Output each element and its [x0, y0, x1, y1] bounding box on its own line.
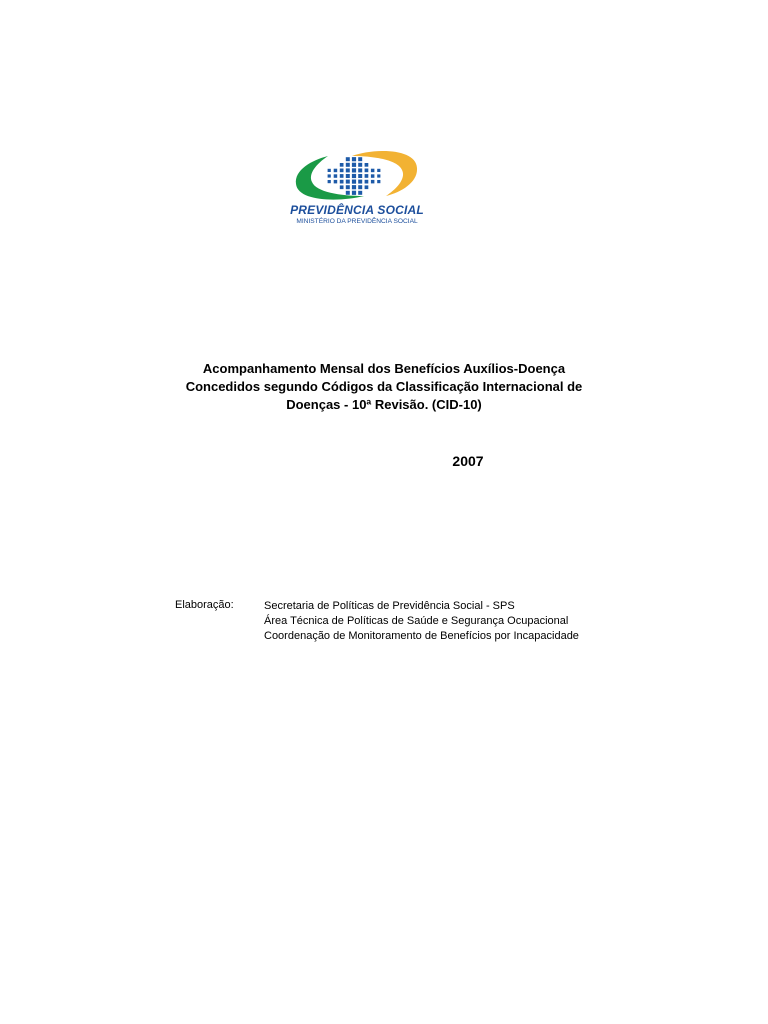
logo-dot [340, 174, 344, 178]
logo-dot [328, 180, 331, 183]
logo-dot [352, 168, 356, 172]
previdencia-social-logo [264, 150, 450, 230]
logo-dot [352, 191, 356, 195]
logo-dot [358, 180, 362, 184]
logo-dot [352, 157, 356, 161]
logo-dot [346, 174, 350, 178]
logo-dot [377, 169, 380, 172]
title-line-1: Acompanhamento Mensal dos Benefícios Auxílios-Doença [202, 361, 566, 376]
logo-dot [352, 174, 356, 178]
logo-dot [365, 169, 369, 173]
elaboracao-line-3: Coordenação de Monitoramento de Benefícios por Incapacidade [264, 630, 579, 642]
title-line-3: Doenças - 10ª Revisão. (CID-10) [286, 397, 482, 412]
logo-dot [340, 185, 344, 189]
logo-dot [371, 174, 375, 178]
logo-dot [371, 180, 375, 184]
logo-dot [365, 180, 369, 184]
logo-dot [358, 168, 362, 172]
logo-dot [334, 174, 338, 178]
logo-dot [358, 191, 362, 195]
logo-dot [340, 180, 344, 184]
logo-dot [371, 169, 375, 173]
logo-dot [377, 174, 380, 177]
logo-dot [346, 191, 350, 195]
logo-dot [334, 180, 338, 184]
elaboracao-line-1: Secretaria de Políticas de Previdência Social - SPS [264, 600, 515, 612]
logo-dot [328, 174, 331, 177]
logo-dot [358, 185, 362, 189]
logo-dot [340, 163, 344, 167]
logo-dot [358, 174, 362, 178]
elaboracao-label: Elaboração: [175, 599, 234, 611]
elaboracao-lines [264, 599, 579, 644]
document-year: 2007 [452, 453, 484, 469]
logo-subtitle: MINISTÉRIO DA PREVIDÊNCIA SOCIAL [296, 218, 418, 225]
logo-dot [358, 157, 362, 161]
logo-dot [352, 180, 356, 184]
logo-dot [340, 169, 344, 173]
logo-dot [346, 168, 350, 172]
logo-dot [352, 185, 356, 189]
logo-dot [346, 180, 350, 184]
logo-dot [346, 185, 350, 189]
logo-dot [352, 163, 356, 167]
logo-dot [358, 163, 362, 167]
title-line-2: Concedidos segundo Códigos da Classificação Internacional de [185, 379, 583, 394]
logo-dot [328, 169, 331, 172]
logo-dot [334, 169, 338, 173]
elaboracao-line-2: Área Técnica de Políticas de Saúde e Segurança Ocupacional [264, 615, 569, 627]
logo-dot [365, 174, 369, 178]
logo-dot [346, 157, 350, 161]
logo-dot [377, 180, 380, 183]
logo-name: PREVIDÊNCIA SOCIAL [290, 203, 424, 217]
logo-dot [365, 163, 369, 167]
previdencia-logo-icon [294, 150, 420, 202]
logo-dot [365, 185, 369, 189]
logo-dot [346, 163, 350, 167]
document-title [150, 360, 618, 414]
